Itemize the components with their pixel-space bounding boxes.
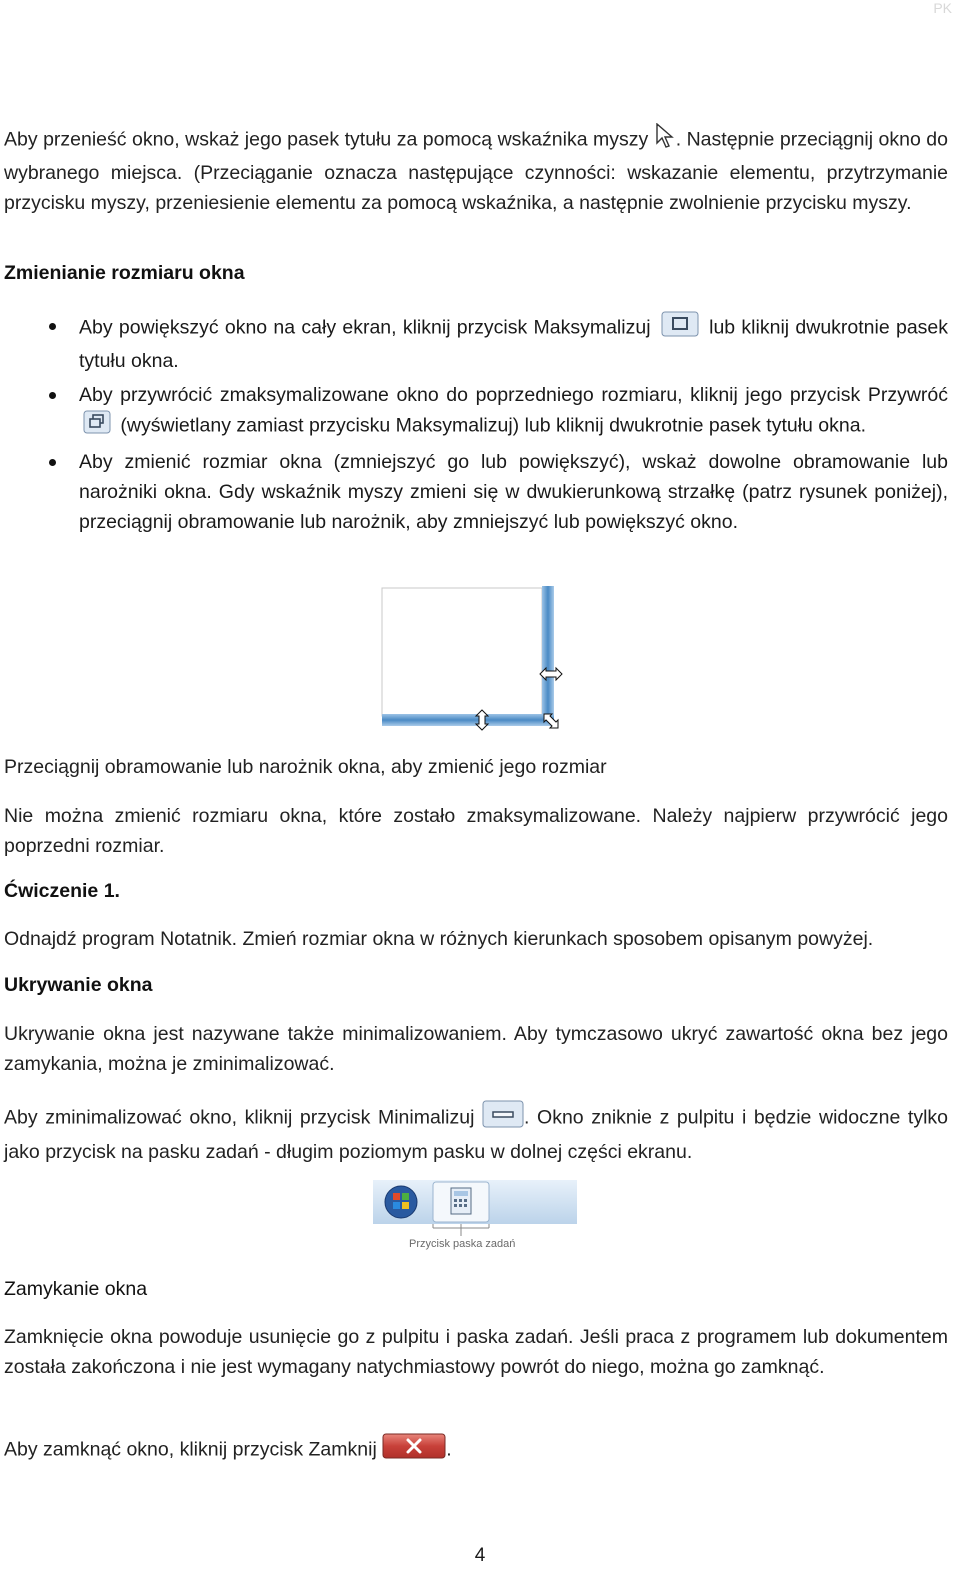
- hide-paragraph-1: Ukrywanie okna jest nazywane także minimalizowaniem. Aby tymczasowo ukryć zawartość okna bez jego zamykania, można je zminimalizować.: [4, 1023, 948, 1075]
- hide-paragraph-2: [4, 1100, 948, 1167]
- header-initials: PK: [933, 0, 952, 16]
- close-para2-text-a: Aby zamknąć okno, kliknij przycisk Zamknij: [4, 1438, 377, 1461]
- heading-resize: Zmienianie rozmiaru okna: [4, 262, 245, 284]
- resize-bullets: [4, 311, 948, 541]
- heading-hide: Ukrywanie okna: [4, 974, 153, 996]
- exercise-text: Odnajdź program Notatnik. Zmień rozmiar okna w różnych kierunkach sposobem opisanym powyżej.: [4, 928, 874, 950]
- hide-para2-text-b: . Okno zniknie z pulpitu i będzie widoczne tylko jako przycisk na pasku zadań - długim poziomym pasku w dolnej części ekranu.: [4, 1106, 948, 1163]
- bullet3-text: Aby zmienić rozmiar okna (zmniejszyć go lub powiększyć), wskaż dowolne obramowanie lub narożniki okna. Gdy wskaźnik myszy zmieni się w dwukierunkową strzałkę (patrz rysunek poniżej), przeciągnij obramowanie lub narożnik, aby zmniejszyć lub powiększyć okno.: [79, 451, 948, 533]
- intro-text-2: . Następnie przeciągnij okno do wybranego miejsca. (Przeciąganie oznacza następujące czynności: wskazanie elementu, przytrzymanie przycisku myszy, przeniesienie elementu za pomocą wskaźnika, a następnie zwolnienie przycisku myszy.: [4, 128, 948, 214]
- bullet2-text-b: (wyświetlany zamiast przycisku Maksymalizuj) lub kliknij dwukrotnie pasek tytułu okna.: [120, 414, 867, 437]
- close-button-icon: [382, 1433, 446, 1468]
- hide-para2-text-a: Aby zminimalizować okno, kliknij przycisk Minimalizuj: [4, 1106, 475, 1129]
- bullet2-text-a: Aby przywrócić zmaksymalizowane okno do poprzedniego rozmiaru, kliknij jego przycisk Przywróć: [79, 384, 948, 406]
- list-item: [4, 311, 948, 376]
- list-item: [4, 380, 948, 443]
- page-number: 4: [474, 1545, 486, 1566]
- intro-paragraph: [4, 123, 948, 218]
- intro-text-1: Aby przenieść okno, wskaż jego pasek tytułu za pomocą wskaźnika myszy: [4, 128, 649, 151]
- resize-note: Nie można zmienić rozmiaru okna, które zostało zmaksymalizowane. Należy najpierw przywrócić jego poprzedni rozmiar.: [4, 805, 948, 857]
- resize-figure-caption: Przeciągnij obramowanie lub narożnik okna, aby zmienić jego rozmiar: [4, 756, 607, 778]
- list-item: [4, 447, 948, 537]
- close-para2-text-b: .: [446, 1438, 452, 1461]
- restore-button-icon: [83, 410, 111, 443]
- heading-exercise: Ćwiczenie 1.: [4, 880, 120, 902]
- heading-close: Zamykanie okna: [4, 1278, 148, 1300]
- windows-start-icon: [385, 1186, 417, 1218]
- minimize-button-icon: [482, 1100, 524, 1137]
- close-paragraph-1: Zamknięcie okna powoduje usunięcie go z pulpitu i paska zadań. Jeśli praca z programem lub dokumentem została zakończona i nie jest wymagany natychmiastowy powrót do niego, można go zamknąć.: [4, 1326, 948, 1378]
- resize-window-figure: [376, 586, 566, 737]
- taskbar-button-label: Przycisk paska zadań: [409, 1238, 516, 1250]
- taskbar-app-button-icon: [433, 1182, 489, 1222]
- mouse-pointer-icon: [654, 123, 676, 158]
- close-paragraph-2: [4, 1433, 948, 1468]
- bullet1-text-b: lub kliknij dwukrotnie pasek tytułu okna.: [79, 316, 949, 372]
- taskbar-figure: [373, 1180, 579, 1263]
- bullet1-text-a: Aby powiększyć okno na cały ekran, kliknij przycisk Maksymalizuj: [79, 316, 651, 339]
- maximize-button-icon: [661, 311, 699, 346]
